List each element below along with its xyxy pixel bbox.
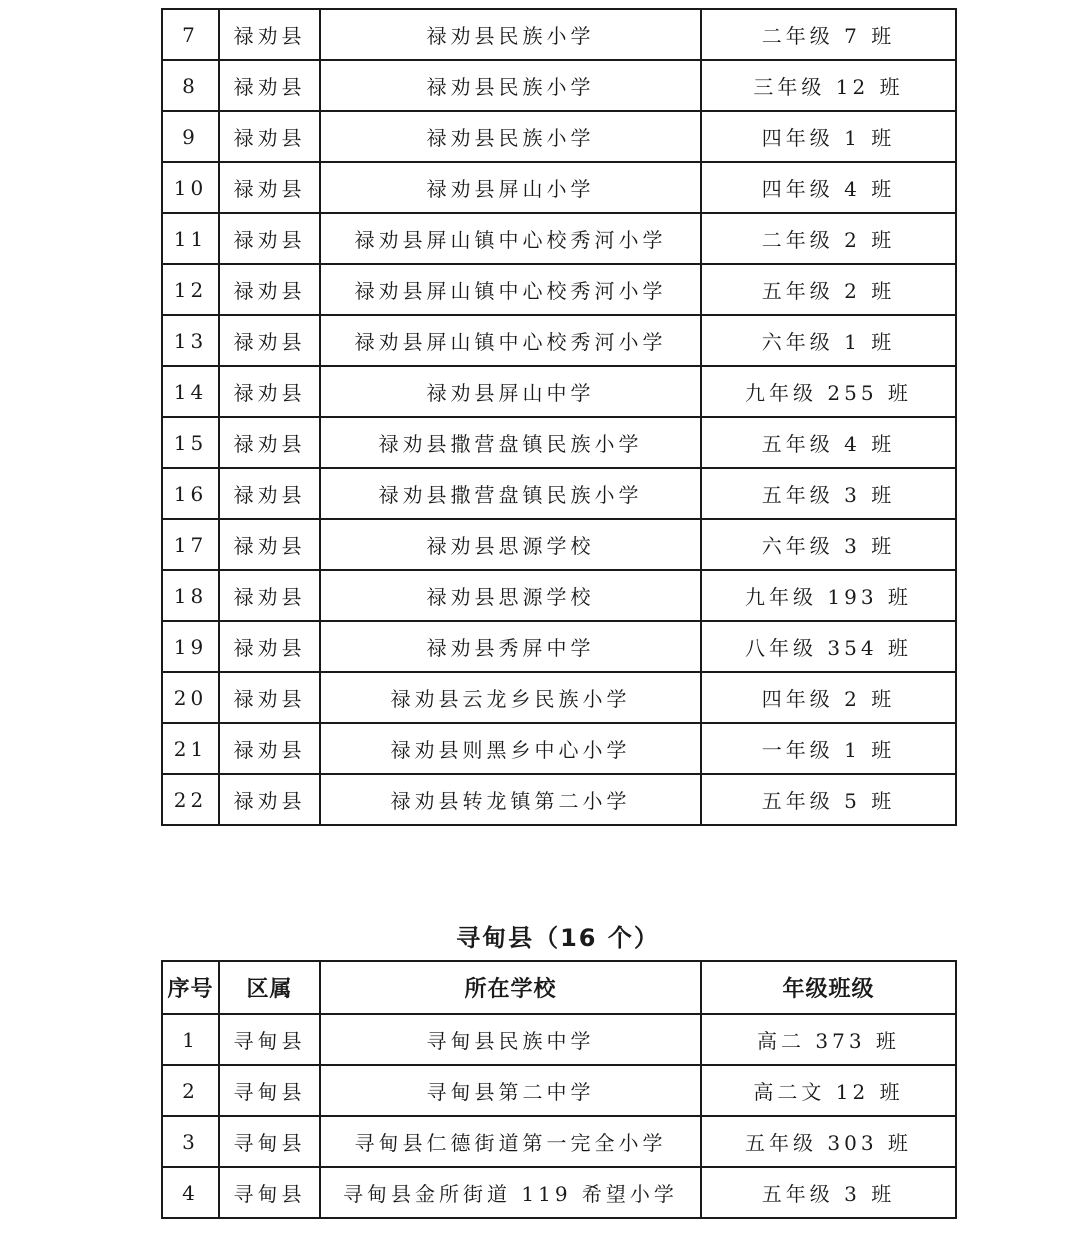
cell-grade-class: 一年级 1 班: [701, 723, 956, 774]
cell-district: 寻甸县: [219, 1167, 320, 1218]
table-row: [162, 570, 956, 621]
cell-seq: 12: [162, 264, 219, 315]
cell-grade-class: 六年级 1 班: [701, 315, 956, 366]
cell-seq: 11: [162, 213, 219, 264]
cell-grade-class: 五年级 4 班: [701, 417, 956, 468]
cell-school: 寻甸县金所街道 119 希望小学: [320, 1167, 701, 1218]
cell-school: 禄劝县民族小学: [320, 60, 701, 111]
table-row: [162, 672, 956, 723]
cell-grade-class: 五年级 3 班: [701, 468, 956, 519]
table-row: [162, 1065, 956, 1116]
cell-seq: 1: [162, 1014, 219, 1065]
cell-school: 禄劝县思源学校: [320, 519, 701, 570]
cell-grade-class: 九年级 255 班: [701, 366, 956, 417]
cell-school: 禄劝县转龙镇第二小学: [320, 774, 701, 825]
cell-district: 禄劝县: [219, 264, 320, 315]
cell-school: 禄劝县民族小学: [320, 9, 701, 60]
table-row: [162, 60, 956, 111]
cell-district: 禄劝县: [219, 723, 320, 774]
cell-school: 禄劝县屏山中学: [320, 366, 701, 417]
table-row: [162, 774, 956, 825]
cell-seq: 2: [162, 1065, 219, 1116]
cell-grade-class: 四年级 4 班: [701, 162, 956, 213]
cell-seq: 4: [162, 1167, 219, 1218]
luquan-school-table: [161, 8, 957, 826]
cell-school: 禄劝县思源学校: [320, 570, 701, 621]
cell-seq: 17: [162, 519, 219, 570]
cell-grade-class: 六年级 3 班: [701, 519, 956, 570]
cell-grade-class: 五年级 303 班: [701, 1116, 956, 1167]
table-row: [162, 213, 956, 264]
cell-grade-class: 五年级 2 班: [701, 264, 956, 315]
cell-school: 禄劝县秀屏中学: [320, 621, 701, 672]
header-district: 区属: [219, 961, 320, 1014]
table-row: [162, 417, 956, 468]
cell-grade-class: 高二文 12 班: [701, 1065, 956, 1116]
cell-grade-class: 四年级 2 班: [701, 672, 956, 723]
cell-seq: 13: [162, 315, 219, 366]
cell-school: 禄劝县屏山镇中心校秀河小学: [320, 264, 701, 315]
cell-seq: 19: [162, 621, 219, 672]
cell-grade-class: 八年级 354 班: [701, 621, 956, 672]
table-row: [162, 111, 956, 162]
cell-grade-class: 五年级 3 班: [701, 1167, 956, 1218]
cell-school: 禄劝县撒营盘镇民族小学: [320, 468, 701, 519]
cell-school: 禄劝县屏山镇中心校秀河小学: [320, 213, 701, 264]
table-header-row: [162, 961, 956, 1014]
cell-seq: 9: [162, 111, 219, 162]
cell-grade-class: 二年级 7 班: [701, 9, 956, 60]
cell-district: 禄劝县: [219, 417, 320, 468]
table-row: [162, 162, 956, 213]
xundian-table-body: [162, 1014, 956, 1218]
cell-seq: 10: [162, 162, 219, 213]
cell-district: 禄劝县: [219, 60, 320, 111]
table-row: [162, 1116, 956, 1167]
cell-school: 禄劝县撒营盘镇民族小学: [320, 417, 701, 468]
cell-seq: 22: [162, 774, 219, 825]
cell-seq: 8: [162, 60, 219, 111]
cell-district: 禄劝县: [219, 162, 320, 213]
cell-seq: 3: [162, 1116, 219, 1167]
cell-seq: 14: [162, 366, 219, 417]
cell-school: 寻甸县民族中学: [320, 1014, 701, 1065]
cell-seq: 15: [162, 417, 219, 468]
table-row: [162, 9, 956, 60]
cell-district: 禄劝县: [219, 672, 320, 723]
cell-grade-class: 高二 373 班: [701, 1014, 956, 1065]
table-row: [162, 264, 956, 315]
cell-district: 禄劝县: [219, 213, 320, 264]
header-grade-class: 年级班级: [701, 961, 956, 1014]
cell-grade-class: 四年级 1 班: [701, 111, 956, 162]
cell-district: 禄劝县: [219, 315, 320, 366]
cell-school: 寻甸县仁德街道第一完全小学: [320, 1116, 701, 1167]
cell-school: 禄劝县民族小学: [320, 111, 701, 162]
cell-grade-class: 二年级 2 班: [701, 213, 956, 264]
cell-seq: 20: [162, 672, 219, 723]
xundian-school-table: [161, 960, 957, 1219]
cell-district: 禄劝县: [219, 9, 320, 60]
cell-district: 寻甸县: [219, 1116, 320, 1167]
cell-seq: 7: [162, 9, 219, 60]
header-seq: 序号: [162, 961, 219, 1014]
table-row: [162, 723, 956, 774]
cell-school: 禄劝县云龙乡民族小学: [320, 672, 701, 723]
section-title-xundian: 寻甸县（16 个）: [456, 924, 660, 952]
cell-seq: 18: [162, 570, 219, 621]
luquan-table-body: [162, 9, 956, 825]
cell-district: 禄劝县: [219, 111, 320, 162]
cell-district: 寻甸县: [219, 1014, 320, 1065]
cell-school: 禄劝县屏山小学: [320, 162, 701, 213]
cell-seq: 21: [162, 723, 219, 774]
table-row: [162, 315, 956, 366]
table-row: [162, 1167, 956, 1218]
cell-school: 禄劝县则黑乡中心小学: [320, 723, 701, 774]
table-row: [162, 1014, 956, 1065]
cell-district: 寻甸县: [219, 1065, 320, 1116]
table-row: [162, 468, 956, 519]
table-row: [162, 366, 956, 417]
cell-seq: 16: [162, 468, 219, 519]
header-school: 所在学校: [320, 961, 701, 1014]
cell-grade-class: 九年级 193 班: [701, 570, 956, 621]
cell-district: 禄劝县: [219, 519, 320, 570]
cell-school: 寻甸县第二中学: [320, 1065, 701, 1116]
cell-district: 禄劝县: [219, 774, 320, 825]
cell-grade-class: 五年级 5 班: [701, 774, 956, 825]
cell-district: 禄劝县: [219, 468, 320, 519]
table-row: [162, 519, 956, 570]
table-row: [162, 621, 956, 672]
cell-school: 禄劝县屏山镇中心校秀河小学: [320, 315, 701, 366]
cell-district: 禄劝县: [219, 570, 320, 621]
cell-grade-class: 三年级 12 班: [701, 60, 956, 111]
cell-district: 禄劝县: [219, 366, 320, 417]
cell-district: 禄劝县: [219, 621, 320, 672]
